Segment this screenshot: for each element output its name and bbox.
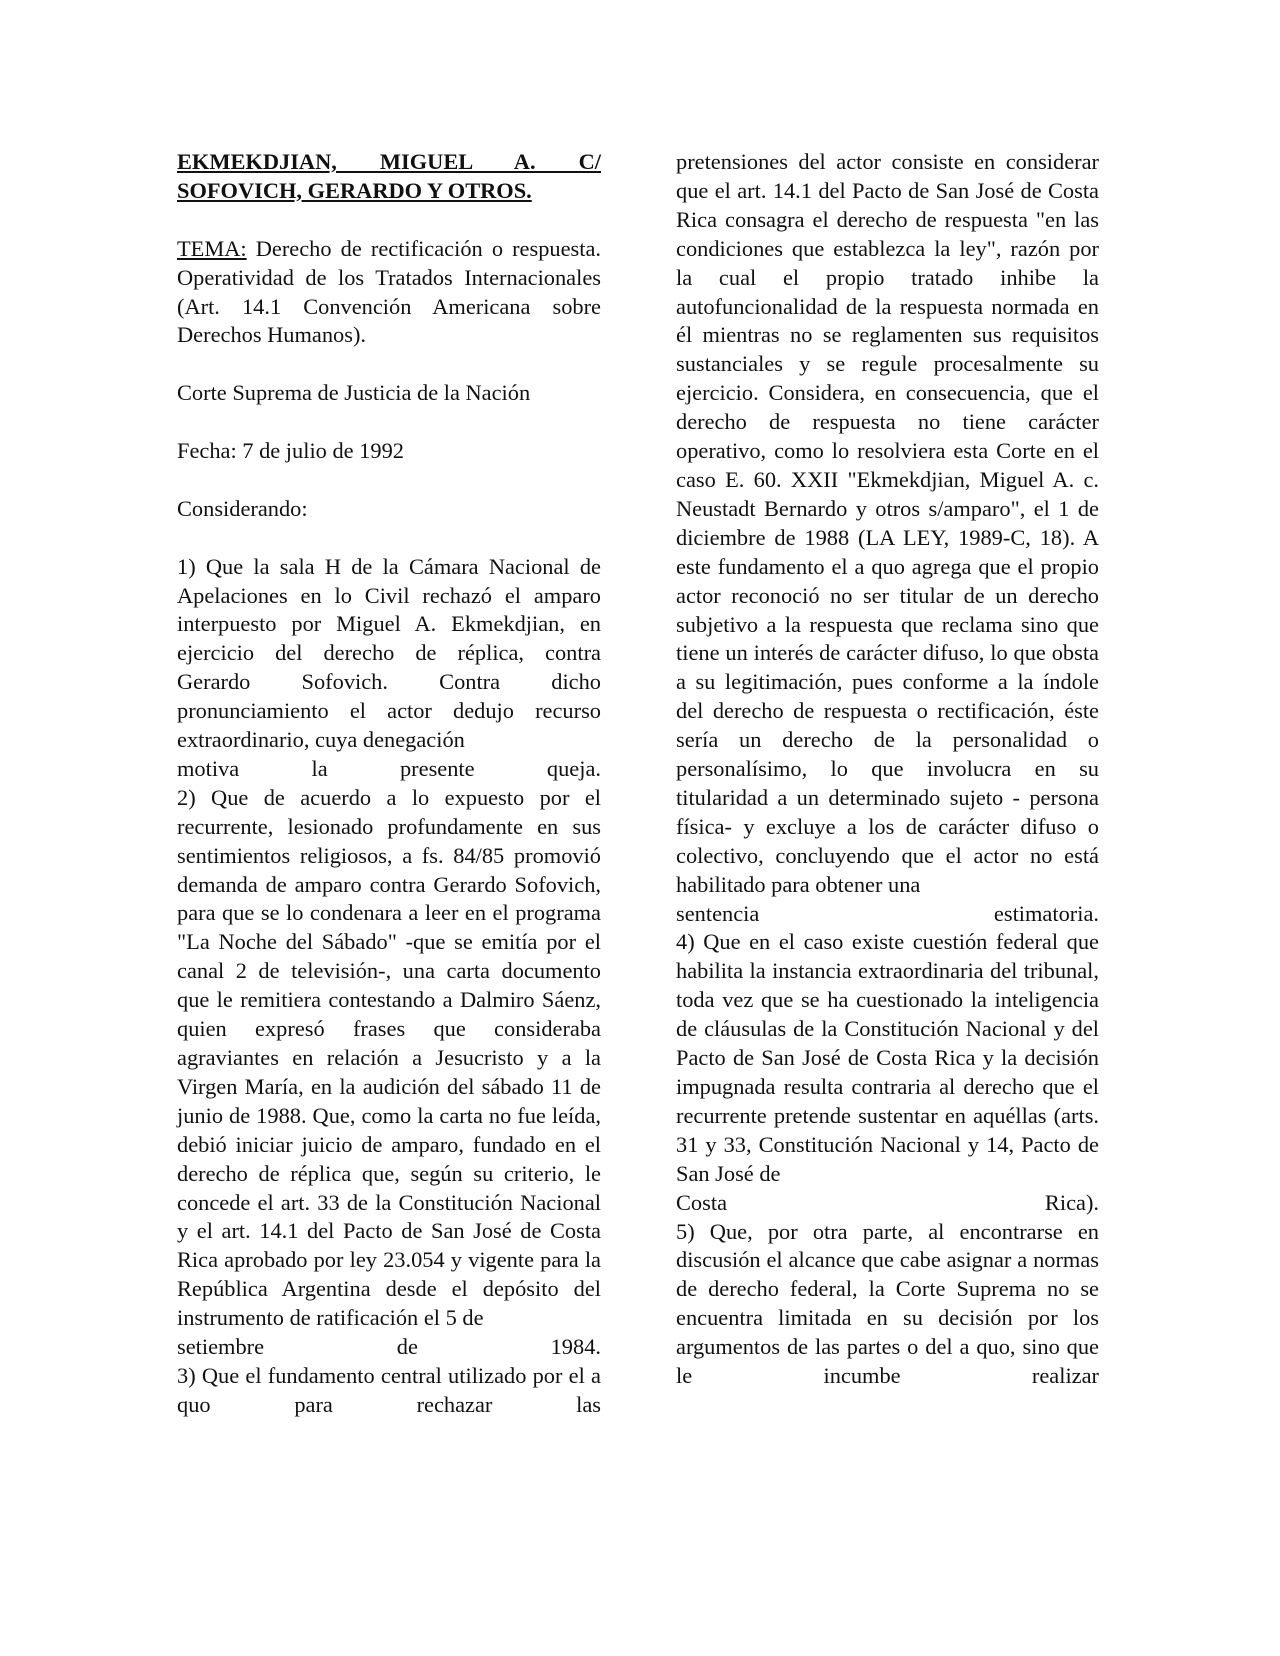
spacer xyxy=(177,524,601,553)
spacer xyxy=(177,350,601,379)
spacer xyxy=(177,408,601,437)
paragraph-3-last-line: sentencia estimatoria. xyxy=(676,900,1099,926)
right-column xyxy=(676,148,1099,1391)
paragraph-1-last-line: motiva la presente queja. xyxy=(177,755,601,781)
considerando-heading: Considerando: xyxy=(177,495,308,521)
tema-label: TEMA: xyxy=(177,235,247,261)
decision-date: Fecha: 7 de julio de 1992 xyxy=(177,438,404,464)
court-name: Corte Suprema de Justicia de la Nación xyxy=(177,380,531,406)
paragraph-1: 1) Que la sala H de la Cámara Nacional de Apelaciones en lo Civil rechazó el amparo interpuesto por Miguel A. Ekmekdjian, en ejercicio del derecho de réplica, contra Gerardo Sofovich. Contra dicho pronunciamiento el actor dedujo recurso extraordinario, cuya denegación xyxy=(177,553,601,753)
tema-text: Derecho de rectificación o respuesta. Operatividad de los Tratados Internacionales (Art. 14.1 Convención Americana sobre Derechos Humanos). xyxy=(177,235,601,348)
case-title-line-1: EKMEKDJIAN, MIGUEL A. C/ xyxy=(177,149,601,174)
case-title-line-2: SOFOVICH, GERARDO Y OTROS. xyxy=(177,177,532,203)
paragraph-4: 4) Que en el caso existe cuestión federal que habilita la instancia extraordinaria del tribunal, toda vez que se ha cuestionado la inteligencia de cláusulas de la Constitución Nacional y del Pacto de San José de Costa Rica y la decisión impugnada resulta contraria al derecho que el recurrente pretende sustentar en aquéllas (arts. 31 y 33, Constitución Nacional y 14, Pacto de San José de xyxy=(676,929,1099,1186)
left-column xyxy=(177,148,601,1420)
paragraph-4-last-line: Costa Rica). xyxy=(676,1189,1099,1215)
tema-paragraph xyxy=(177,235,601,351)
paragraph-2: 2) Que de acuerdo a lo expuesto por el recurrente, lesionado profundamente en sus sentimientos religiosos, a fs. 84/85 promovió demanda de amparo contra Gerardo Sofovich, para que se lo condenara a leer en el programa "La Noche del Sábado" -que se emitía por el canal 2 de televisión-, una carta documento que le remitiera contestando a Dalmiro Sáenz, quien expresó frases que consideraba agraviantes en relación a Jesucristo y a la Virgen María, en la audición del sábado 11 de junio de 1988. Que, como la carta no fue leída, debió iniciar juicio de amparo, fundado en el derecho de réplica que, según su criterio, le concede el art. 33 de la Constitución Nacional y el art. 14.1 del Pacto de San José de Costa Rica aprobado por ley 23.054 y vigente para la República Argentina desde el depósito del instrumento de ratificación el 5 de xyxy=(177,784,601,1331)
paragraph-2-last-line: setiembre de 1984. xyxy=(177,1334,601,1360)
spacer xyxy=(177,206,601,235)
paragraph-3-start: 3) Que el fundamento central utilizado por el a quo para rechazar las xyxy=(177,1362,601,1417)
spacer xyxy=(177,466,601,495)
paragraph-5: 5) Que, por otra parte, al encontrarse en discusión el alcance que cabe asignar a normas de derecho federal, la Corte Suprema no se encuentra limitada en su decisión por los argumentos de las partes o del a quo, sino que le incumbe realizar xyxy=(676,1218,1099,1389)
paragraph-3-continued: pretensiones del actor consiste en considerar que el art. 14.1 del Pacto de San José de Costa Rica consagra el derecho de respuesta "en las condiciones que establezca la ley", razón por la cual el propio tratado inhibe la autofuncionalidad de la respuesta normada en él mientras no se reglamenten sus requisitos sustanciales y se regule procesalmente su ejercicio. Considera, en consecuencia, que el derecho de respuesta no tiene carácter operativo, como lo resolviera esta Corte en el caso E. 60. XXII "Ekmekdjian, Miguel A. c. Neustadt Bernardo y otros s/amparo", el 1 de diciembre de 1988 (LA LEY, 1989-C, 18). A este fundamento el a quo agrega que el propio actor reconoció no ser titular de un derecho subjetivo a la respuesta que reclama sino que tiene un interés de carácter difuso, lo que obsta a su legitimación, pues conforme a la índole del derecho de respuesta o rectificación, éste sería un derecho de la personalidad o personalísimo, lo que involucra en su titularidad a un determinado sujeto - persona física- y excluye a los de carácter difuso o colectivo, concluyendo que el actor no está habilitado para obtener una xyxy=(676,149,1099,897)
